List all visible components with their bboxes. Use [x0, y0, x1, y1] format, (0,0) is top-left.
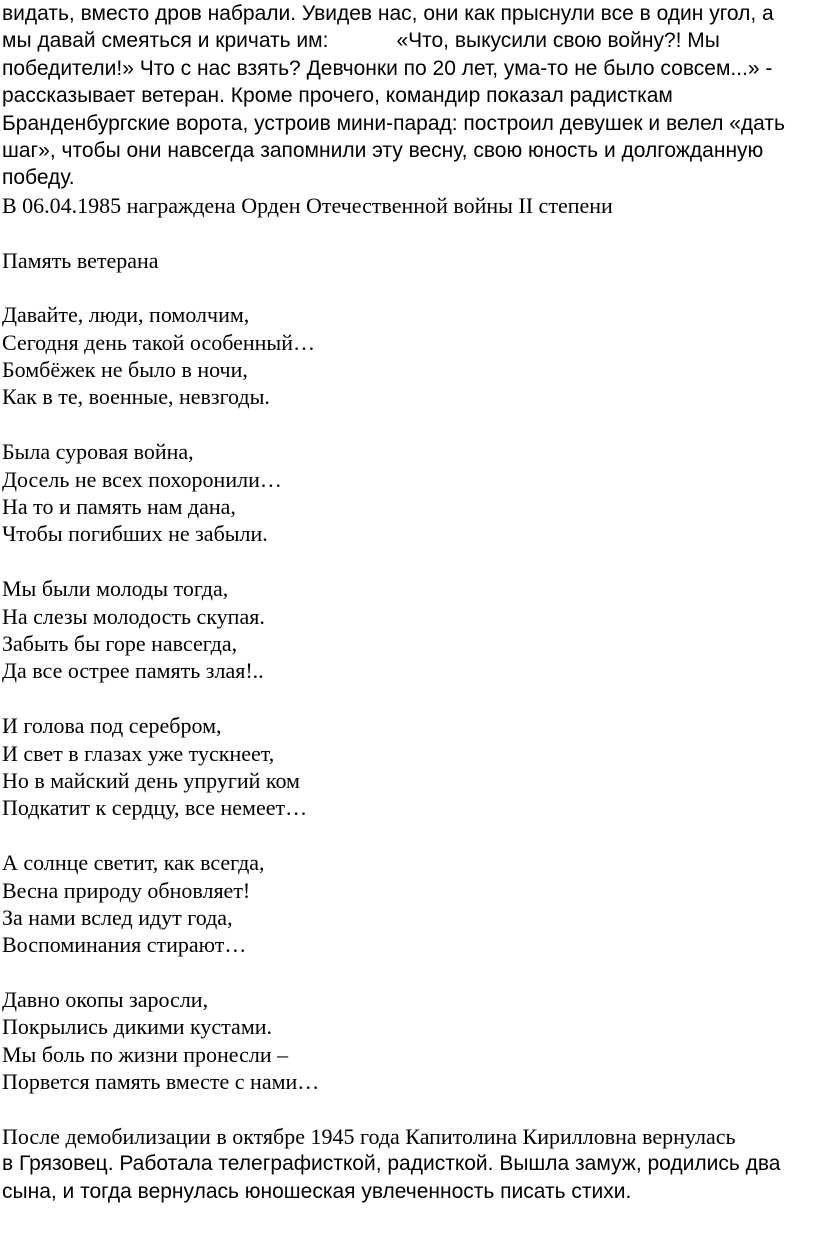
text-line: сына, и тогда вернулась юношеская увлеченность писать стихи. [2, 1179, 632, 1203]
poem-line: Мы были молоды тогда, [2, 576, 229, 602]
text-line: видать, вместо дров набрали. Увидев нас, они как прыснули все в один угол, а [2, 2, 774, 25]
poem-line: Подкатит к сердцу, все немеет… [2, 795, 308, 821]
text-line: победу. [2, 166, 75, 190]
poem-line: Забыть бы горе навсегда, [2, 630, 238, 656]
poem-line: А солнце светит, как всегда, [2, 850, 265, 876]
poem-line: Была суровая война, [2, 439, 194, 465]
poem-line: Воспоминания стирают… [2, 932, 247, 958]
poem-line: Порвется память вместе с нами… [2, 1069, 320, 1095]
poem-line: За нами вслед идут года, [2, 904, 233, 930]
intro-paragraph [0, 0, 816, 192]
text-fragment: «Что, выкусили свою войну?! Мы [396, 29, 720, 53]
text-line: После демобилизации в октябре 1945 года Капитолина Кирилловна вернулась [2, 1124, 736, 1150]
poem-line: Бомбёжек не было в ночи, [2, 357, 248, 383]
poem-stanza [0, 438, 816, 548]
poem-line: На слезы молодость скупая. [2, 603, 265, 629]
poem-line: Сегодня день такой особенный… [2, 329, 315, 355]
poem-stanza [0, 849, 816, 959]
text-line: в Грязовец. Работала телеграфисткой, радисткой. Вышла замуж, родились два [2, 1152, 781, 1176]
poem-line: На то и память нам дана, [2, 494, 236, 520]
poem-line: Как в те, военные, невзгоды. [2, 384, 270, 410]
poem-stanza [0, 986, 816, 1096]
poem-line: Покрылись дикими кустами. [2, 1014, 273, 1040]
poem-line: И голова под серебром, [2, 713, 222, 739]
text-line: Бранденбургские ворота, устроив мини-парад: построил девушек и велел «дать [2, 111, 785, 135]
poem-line: Чтобы погибших не забыли. [2, 521, 268, 547]
poem-stanza [0, 575, 816, 685]
poem-line: Досель не всех похоронили… [2, 466, 282, 492]
poem-line: Давайте, люди, помолчим, [2, 302, 250, 328]
poem-line: Давно окопы заросли, [2, 987, 209, 1013]
poem-stanza [0, 301, 816, 411]
text-line: шаг», чтобы они навсегда запомнили эту весну, свою юность и долгожданную [2, 138, 764, 162]
text-line: рассказывает ветеран. Кроме прочего, командир показал радисткам [2, 84, 673, 108]
poem-line: Да все острее память злая!.. [2, 658, 264, 684]
outro-paragraph [0, 1123, 816, 1205]
poem-line: Но в майский день упругий ком [2, 767, 300, 793]
text-fragment: мы давай смеяться и кричать им: [2, 29, 329, 53]
poem-line: Мы боль по жизни пронесли – [2, 1041, 289, 1067]
text-line: победители!» Что с нас взять? Девчонки по 20 лет, ума-то не было совсем...» - [2, 56, 773, 80]
poem-stanza [0, 712, 816, 822]
text-line [0, 27, 816, 54]
poem-title: Память ветерана [2, 247, 159, 273]
award-line: В 06.04.1985 награждена Орден Отечественной войны II степени [2, 192, 613, 218]
poem-line: Весна природу обновляет! [2, 877, 251, 903]
poem-line: И свет в глазах уже тускнеет, [2, 740, 275, 766]
